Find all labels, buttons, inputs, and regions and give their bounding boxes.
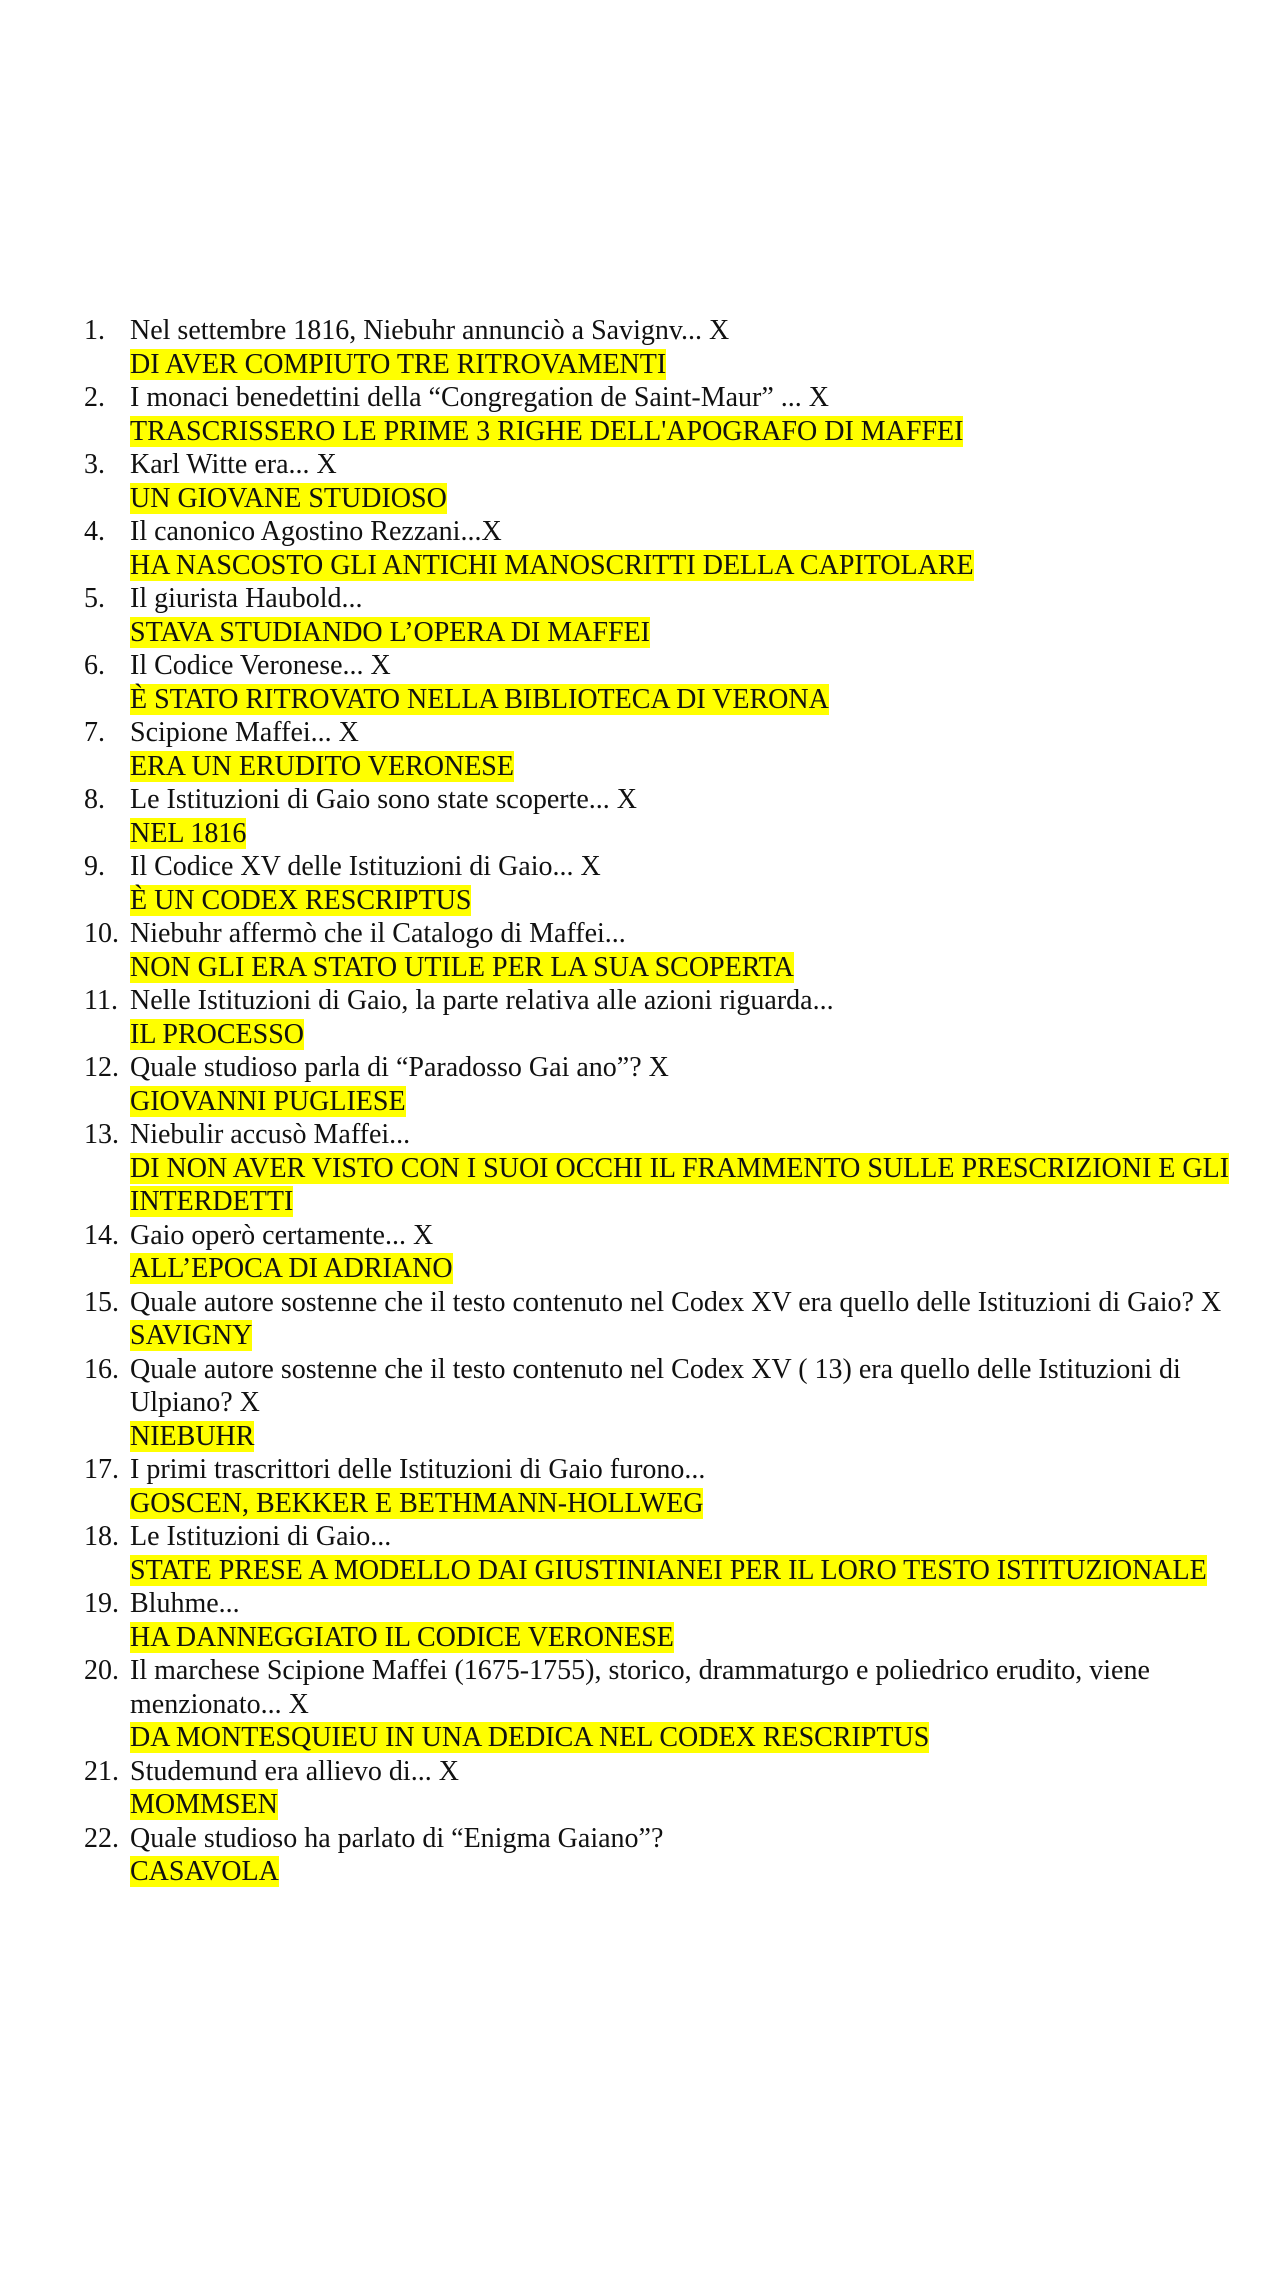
question-text: Quale autore sostenne che il testo contenuto nel Codex XV ( 13) era quello delle Istituzioni di Ulpiano? X [130,1353,1181,1418]
question-item [84,1051,1234,1118]
answer-highlight: HA NASCOSTO GLI ANTICHI MANOSCRITTI DELLA CAPITOLARE [130,549,974,581]
question-text: Quale autore sostenne che il testo contenuto nel Codex XV era quello delle Istituzioni di Gaio? X [130,1286,1222,1318]
question-text: Niebuhr affermò che il Catalogo di Maffei... [130,918,626,949]
question-item [84,1453,1234,1520]
question-item [84,1118,1234,1219]
question-text: I monaci benedettini della “Congregation de Saint-Maur” ... X [130,382,830,413]
question-item [84,783,1234,850]
question-text: Il canonico Agostino Rezzani...X [130,516,502,547]
question-item [84,917,1234,984]
question-number: 17. [84,1454,119,1485]
question-text: Le Istituzioni di Gaio sono state scoperte... X [130,784,637,815]
question-item [84,448,1234,515]
answer-highlight: IL PROCESSO [130,1018,305,1050]
question-number: 19. [84,1588,119,1619]
question-item [84,1286,1234,1353]
answer-highlight: È UN CODEX RESCRIPTUS [130,884,472,916]
answer-highlight: GOSCEN, BEKKER E BETHMANN-HOLLWEG [130,1487,704,1519]
question-number: 21. [84,1755,119,1787]
question-number: 18. [84,1521,119,1552]
answer-highlight: TRASCRISSERO LE PRIME 3 RIGHE DELL'APOGRAFO DI MAFFEI [130,415,964,447]
answer-highlight: DA MONTESQUIEU IN UNA DEDICA NEL CODEX RESCRIPTUS [130,1722,930,1753]
answer-highlight: NEL 1816 [130,817,247,849]
question-item [84,1353,1234,1454]
question-text: Studemund era allievo di... X [130,1755,459,1787]
question-text: Il giurista Haubold... [130,583,363,614]
question-number: 8. [84,784,105,815]
question-text: Nelle Istituzioni di Gaio, la parte relativa alle azioni riguarda... [130,985,834,1016]
answer-highlight: HA DANNEGGIATO IL CODICE VERONESE [130,1621,674,1653]
question-number: 22. [84,1822,119,1854]
question-number: 1. [84,315,105,346]
question-number: 15. [84,1286,119,1318]
answer-highlight: È STATO RITROVATO NELLA BIBLIOTECA DI VERONA [130,683,829,715]
question-number: 14. [84,1219,119,1251]
question-list [84,314,1234,1889]
answer-highlight: CASAVOLA [130,1856,279,1887]
answer-highlight: DI AVER COMPIUTO TRE RITROVAMENTI [130,348,667,380]
question-number: 11. [84,985,118,1016]
answer-highlight: GIOVANNI PUGLIESE [130,1085,406,1117]
question-text: Karl Witte era... X [130,449,337,480]
question-item [84,1520,1234,1587]
answer-highlight: MOMMSEN [130,1789,278,1820]
question-item [84,515,1234,582]
answer-highlight: SAVIGNY [130,1320,253,1351]
question-item [84,1654,1234,1755]
answer-highlight: UN GIOVANE STUDIOSO [130,482,447,514]
question-number: 12. [84,1052,119,1083]
question-number: 6. [84,650,105,681]
question-number: 2. [84,382,105,413]
answer-highlight: ALL’EPOCA DI ADRIANO [130,1253,453,1284]
question-number: 3. [84,449,105,480]
question-text: Il Codice Veronese... X [130,650,391,681]
question-text: Gaio operò certamente... X [130,1219,434,1251]
answer-highlight: STATE PRESE A MODELLO DAI GIUSTINIANEI PER IL LORO TESTO ISTITUZIONALE [130,1554,1207,1586]
question-item [84,1755,1234,1822]
question-item [84,1587,1234,1654]
question-text: I primi trascrittori delle Istituzioni di Gaio furono... [130,1454,706,1485]
question-number: 5. [84,583,105,614]
question-number: 7. [84,717,105,748]
question-item [84,381,1234,448]
question-text: Niebulir accusò Maffei... [130,1119,411,1150]
answer-highlight: NIEBUHR [130,1420,255,1452]
question-text: Nel settembre 1816, Niebuhr annunciò a Savignv... X [130,315,730,346]
question-text: Quale studioso ha parlato di “Enigma Gaiano”? [130,1822,664,1854]
question-number: 20. [84,1655,119,1686]
question-text: Il Codice XV delle Istituzioni di Gaio... X [130,851,601,882]
answer-highlight: DI NON AVER VISTO CON I SUOI OCCHI IL FRAMMENTO SULLE PRESCRIZIONI E GLI INTERDETTI [130,1152,1230,1217]
question-item [84,582,1234,649]
answer-highlight: NON GLI ERA STATO UTILE PER LA SUA SCOPERTA [130,951,794,983]
question-item [84,1219,1234,1286]
question-text: Il marchese Scipione Maffei (1675-1755), storico, drammaturgo e poliedrico erudito, viene menzionato... X [130,1655,1150,1720]
question-text: Bluhme... [130,1588,240,1619]
question-number: 16. [84,1353,119,1385]
question-number: 9. [84,851,105,882]
question-number: 13. [84,1119,119,1150]
question-item [84,716,1234,783]
question-item [84,850,1234,917]
question-text: Le Istituzioni di Gaio... [130,1521,392,1552]
question-item [84,649,1234,716]
answer-highlight: STAVA STUDIANDO L’OPERA DI MAFFEI [130,616,650,648]
answer-highlight: ERA UN ERUDITO VERONESE [130,750,514,782]
question-item [84,984,1234,1051]
question-item [84,314,1234,381]
question-text: Scipione Maffei... X [130,717,359,748]
question-item [84,1822,1234,1889]
question-number: 4. [84,516,105,547]
question-number: 10. [84,918,119,949]
question-text: Quale studioso parla di “Paradosso Gai ano”? X [130,1052,669,1083]
